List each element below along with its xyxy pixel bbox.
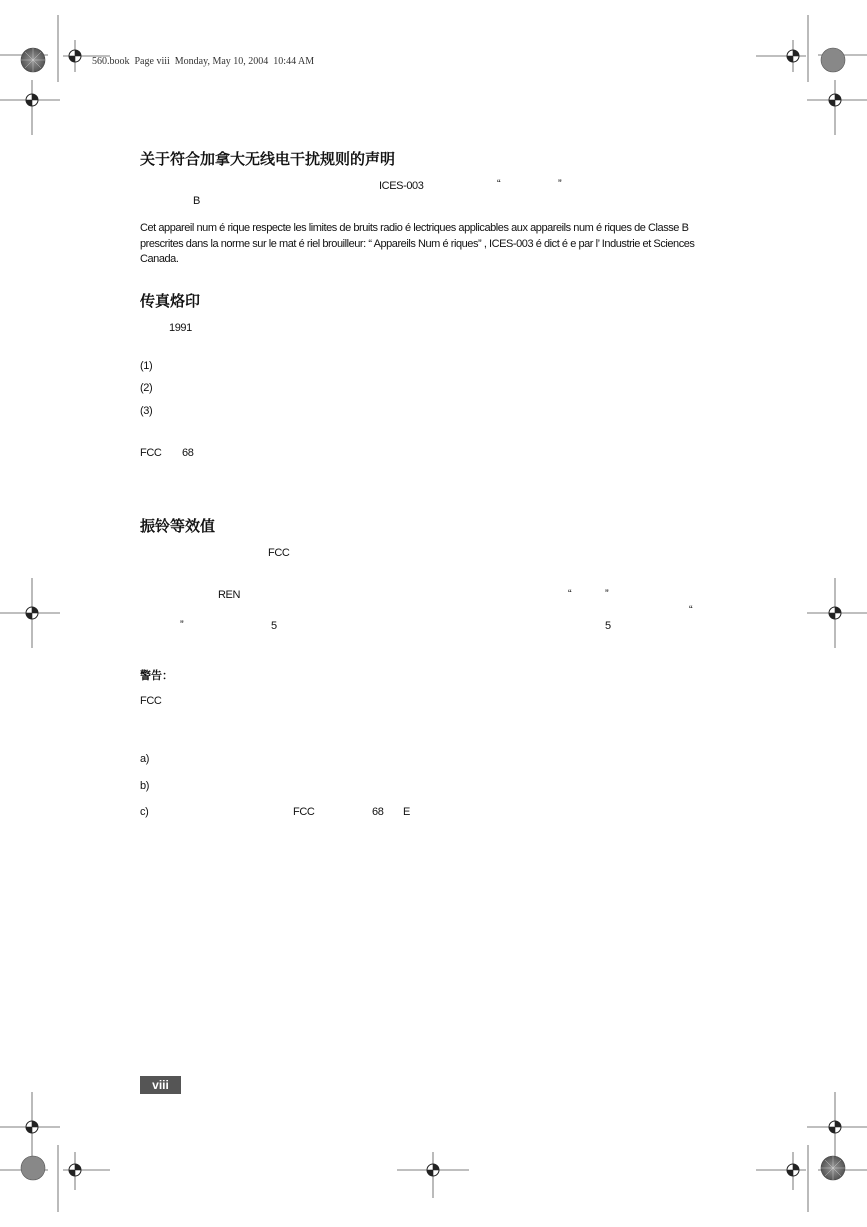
warning-item-c: c) [140, 806, 149, 818]
canada-heading: 关于符合加拿大无线电干扰规则的声明 [140, 151, 396, 168]
warning-item-c-part: 68 [372, 806, 384, 818]
ren-five-a: 5 [271, 620, 277, 632]
open-quote: “ [497, 178, 501, 190]
page-number: viii [140, 1076, 181, 1094]
ren-fcc: FCC [268, 547, 290, 559]
close-quote: ” [558, 178, 562, 190]
warning-item-b: b) [140, 780, 149, 792]
warning-item-c-fcc: FCC [293, 806, 315, 818]
ren-heading: 振铃等效值 [140, 518, 216, 535]
fax-year: 1991 [169, 322, 192, 334]
ren-open-quote-2: “ [689, 604, 693, 616]
warning-label: 警告： [140, 670, 173, 682]
fax-item-3: (3) [140, 405, 153, 417]
fax-heading: 传真烙印 [140, 293, 201, 310]
ren-five-b: 5 [605, 620, 611, 632]
ren-open-quote: “ [568, 588, 572, 600]
warning-item-a: a) [140, 753, 149, 765]
fax-item-1: (1) [140, 360, 153, 372]
ren-close-quote-2: ” [180, 619, 184, 631]
fax-item-2: (2) [140, 382, 153, 394]
ren-label: REN [218, 589, 241, 601]
fax-part: 68 [182, 447, 194, 459]
ices-code: ICES-003 [379, 180, 424, 192]
french-statement: Cet appareil num é rique respecte les limites de bruits radio é lectriques applicables aux appareils num é riques de Classe B prescrites dans la norme sur le mat é riel brouilleur: “ Appareils Num é riques” , ICES-003 é dict é e par l’ Industrie et Sciences Canada. [140, 222, 695, 265]
ren-close-quote: ” [605, 588, 609, 600]
fax-fcc: FCC [140, 447, 162, 459]
print-header: 560.book Page viii Monday, May 10, 2004 10:44 AM [92, 56, 315, 67]
warning-item-c-e: E [403, 806, 410, 818]
class-b: B [193, 195, 200, 207]
warning-fcc: FCC [140, 695, 162, 707]
